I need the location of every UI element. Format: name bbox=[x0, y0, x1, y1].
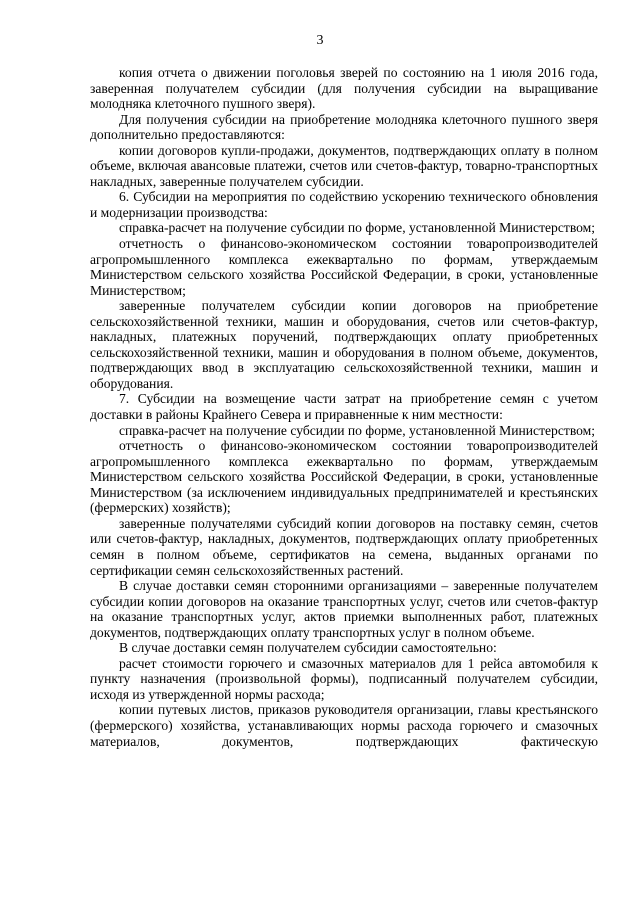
paragraph: копии путевых листов, приказов руководителя организации, главы крестьянского (фермерского) хозяйства, устанавливающих нормы расхода горючего и смазочных материалов, документов, подтверждающих фактическую bbox=[90, 702, 598, 749]
paragraph: отчетность о финансово-экономическом состоянии товаропроизводителей агропромышленного комплекса ежеквартально по формам, утверждаемым Министерством сельского хозяйства Российской Федерации, в сроки, установленные Министерством (за исключением индивидуальных предпринимателей и крестьянских (фермерских) хозяйств); bbox=[90, 438, 598, 516]
paragraph: отчетность о финансово-экономическом состоянии товаропроизводителей агропромышленного комплекса ежеквартально по формам, утверждаемым Министерством сельского хозяйства Российской Федерации, в сроки, установленные Министерством; bbox=[90, 236, 598, 298]
paragraph: справка-расчет на получение субсидии по форме, установленной Министерством; bbox=[119, 422, 596, 438]
paragraph: копия отчета о движении поголовья зверей по состоянию на 1 июля 2016 года, заверенная получателем субсидии (для получения субсидии на выращивание молодняка клеточного пушного зверя). bbox=[90, 65, 598, 112]
paragraph: 6. Субсидии на мероприятия по содействию ускорению технического обновления и модернизации производства: bbox=[90, 189, 598, 220]
document-body bbox=[90, 65, 598, 749]
paragraph: копии договоров купли-продажи, документов, подтверждающих оплату в полном объеме, включая авансовые платежи, счетов или счетов-фактур, товарно-транспортных накладных, заверенные получателем субсидии. bbox=[90, 142, 598, 189]
paragraph: заверенные получателем субсидии копии договоров на приобретение сельскохозяйственной техники, машин и оборудования, счетов или счетов-фактур, накладных, платежных поручений, подтверждающих оплату приобретенных сельскохозяйственной техники, машин и оборудования в полном объеме, документов, подтверждающих ввод в эксплуатацию сельскохозяйственной техники, машин и оборудования. bbox=[90, 298, 598, 391]
paragraph: Для получения субсидии на приобретение молодняка клеточного пушного зверя дополнительно предоставляются: bbox=[90, 111, 598, 143]
paragraph: заверенные получателями субсидий копии договоров на поставку семян, счетов или счетов-фактур, накладных, документов, подтверждающих оплату приобретенных семян в полном объеме, сертификатов на семена, выданных органами по сертификации семян сельскохозяйственных растений. bbox=[90, 515, 598, 578]
paragraph: 7. Субсидии на возмещение части затрат на приобретение семян с учетом доставки в районы Крайнего Севера и приравненные к ним местности: bbox=[90, 391, 598, 423]
page-number: 3 bbox=[316, 33, 324, 48]
paragraph: В случае доставки семян сторонними организациями – заверенные получателем субсидии копии договоров на оказание транспортных услуг, счетов или счетов-фактур на оказание транспортных услуг, актов приемки выполненных работ, платежных документов, подтверждающих оплату транспортных услуг в полном объеме. bbox=[90, 578, 598, 640]
paragraph: В случае доставки семян получателем субсидии самостоятельно: bbox=[119, 640, 497, 656]
paragraph: расчет стоимости горючего и смазочных материалов для 1 рейса автомобиля к пункту назначения (произвольной формы), подписанный получателем субсидии, исходя из утвержденной нормы расхода; bbox=[90, 655, 598, 702]
paragraph: справка-расчет на получение субсидии по форме, установленной Министерством; bbox=[119, 220, 596, 236]
